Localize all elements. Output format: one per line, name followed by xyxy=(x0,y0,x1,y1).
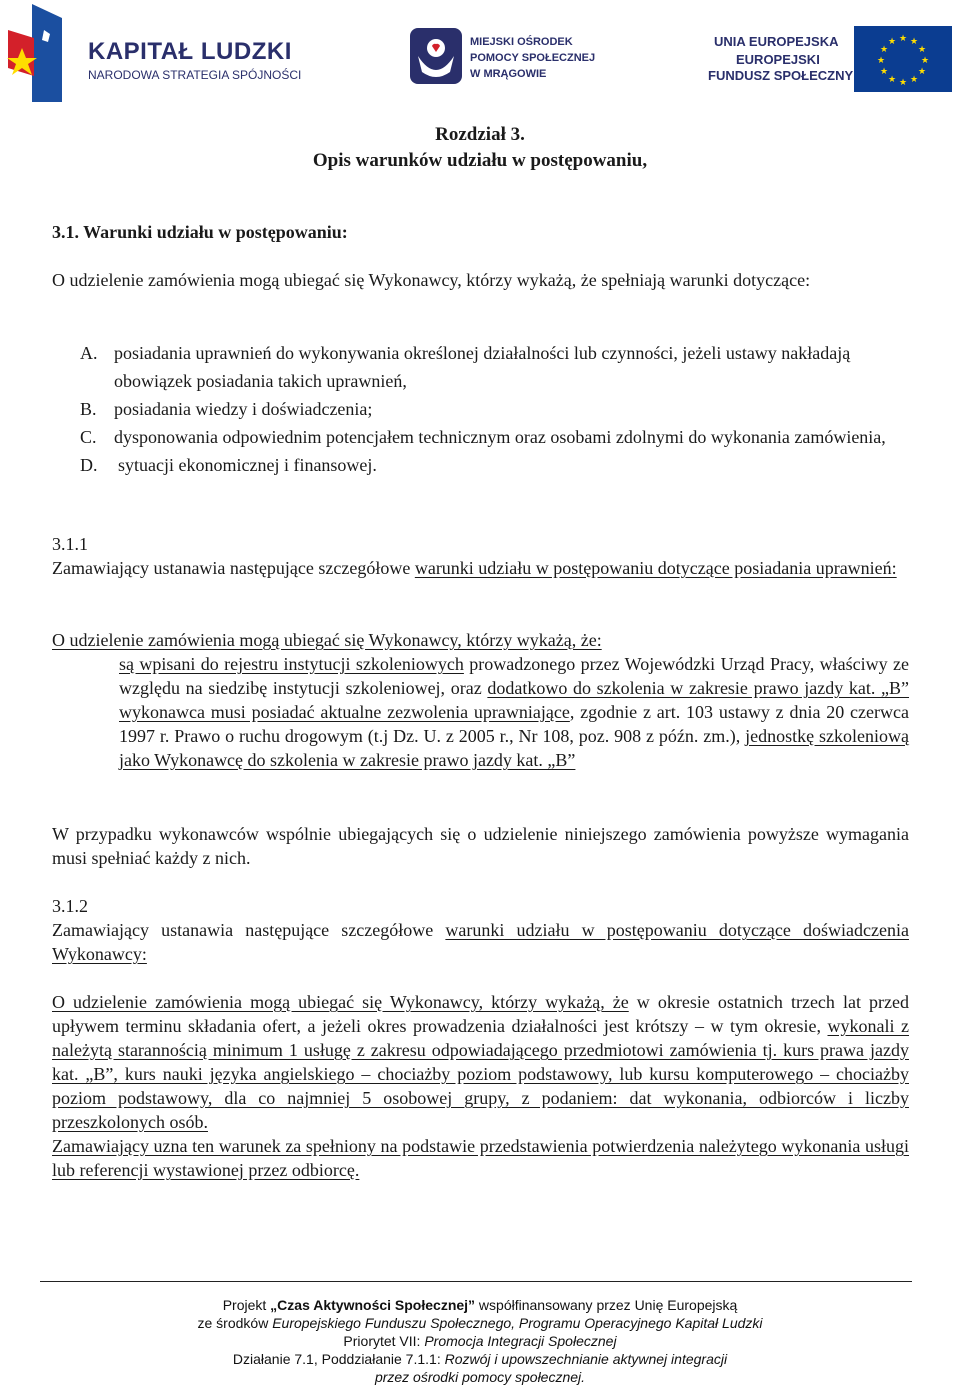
logo2-line1: MIEJSKI OŚRODEK xyxy=(470,36,573,48)
footer-line-2 xyxy=(0,1314,960,1332)
svg-text:★: ★ xyxy=(880,45,889,55)
lead-text: Zamawiający ustanawia następujące szczegółowe xyxy=(52,558,415,578)
footer-divider xyxy=(40,1281,912,1282)
chapter-title: Rozdział 3. xyxy=(435,124,525,145)
body-underlined-2: wykonali z należytą starannością minimum 1 usługę z zakresu odpowiadającego przedmiotowi zamówienia tj. kurs prawa jazdy kat. „B”, kurs nauki języka angielskiego – chociażby poziom podstawowy, lub kursu komputerowego – chociażby poziom podstawowy, dla co najmniej 5 osobowej grupy, z podaniem: dat wykonania, odbiorców i liczby przeszkolonych osób. xyxy=(52,1016,909,1132)
list-item-letter: C. xyxy=(80,427,97,447)
mops-logo xyxy=(408,26,596,90)
chapter-subtitle: Opis warunków udziału w postępowaniu, xyxy=(312,150,648,171)
svg-text:★: ★ xyxy=(899,78,908,88)
req-text-2: , zgodnie z art. 103 ustawy z dnia 20 czerwca 1997 r. Prawo o ruchu drogowym (t.j Dz. U. z 2005 r., Nr 108, poz. 908 z późn. zm.), xyxy=(119,702,909,746)
logo1-line1: KAPITAŁ LUDZKI xyxy=(88,38,292,65)
list-item-text: posiadania uprawnień do wykonywania określonej działalności lub czynności, jeżeli ustawy nakładają obowiązek posiadania takich uprawnień, xyxy=(114,343,851,391)
list-item-text: posiadania wiedzy i doświadczenia; xyxy=(114,399,373,419)
lead-text: Zamawiający ustanawia następujące szczegółowe xyxy=(52,920,446,940)
flag-star-icon xyxy=(4,4,66,102)
footer-italic: Rozwój i upowszechnianie aktywnej integracji xyxy=(444,1351,728,1367)
svg-text:★: ★ xyxy=(877,56,886,66)
logo2-line3: W MRĄGOWIE xyxy=(470,68,547,80)
footer-italic: Promocja Integracji Społecznej xyxy=(424,1333,617,1349)
section-3-1-1-requirements xyxy=(119,652,909,772)
logo1-line2: NARODOWA STRATEGIA SPÓJNOŚCI xyxy=(88,68,302,82)
lead-underlined: warunki udziału w postępowaniu dotyczące doświadczenia Wykonawcy: xyxy=(52,920,909,964)
logo3-line1: UNIA EUROPEJSKA xyxy=(714,34,839,49)
svg-text:★: ★ xyxy=(899,34,908,44)
req-underlined-2: dodatkowo do szkolenia w zakresie prawo jazdy kat. „B” wykonawca musi posiadać aktualne zezwolenia uprawniające xyxy=(119,678,910,722)
section-3-1-2-lead xyxy=(52,918,909,966)
footer-line-4 xyxy=(0,1350,960,1368)
logo2-line2: POMOCY SPOŁECZNEJ xyxy=(470,52,596,64)
section-3-1-intro: O udzielenie zamówienia mogą ubiegać się Wykonawcy, którzy wykażą, że spełniają warunki dotyczące: xyxy=(52,270,811,290)
list-item-letter: D. xyxy=(80,455,98,475)
footer-italic: przez ośrodki pomocy społecznej. xyxy=(374,1369,586,1385)
footer-line-5 xyxy=(0,1368,960,1386)
kapital-ludzki-logo xyxy=(4,4,304,104)
section-3-1-1-number: 3.1.1 xyxy=(52,534,88,554)
footer-text: Projekt xyxy=(222,1297,271,1313)
lead-underlined: warunki udziału w postępowaniu dotyczące posiadania uprawnień: xyxy=(414,558,897,578)
req-underlined-3: jednostkę szkoleniową jako Wykonawcę do szkolenia w zakresie prawo jazdy kat. „B” xyxy=(119,726,909,770)
footer-text: współfinansowany przez Unię Europejską xyxy=(475,1297,738,1313)
req-underlined-1: są wpisani do rejestru instytucji szkoleniowych xyxy=(119,654,464,674)
body-underlined-3: Zamawiający uzna ten warunek za spełniony na podstawie przedstawienia potwierdzenia należytego wykonania usługi lub referencji wystawionej przez odbiorcę. xyxy=(52,1136,909,1180)
footer-italic: Europejskiego Funduszu Społecznego, Programu Operacyjnego Kapitał Ludzki xyxy=(272,1315,763,1331)
list-item-letter: B. xyxy=(80,399,97,419)
list-item-text: sytuacji ekonomicznej i finansowej. xyxy=(118,455,377,475)
list-item xyxy=(80,451,910,479)
footer-text: Priorytet VII: xyxy=(343,1333,425,1349)
body-text-1: w okresie ostatnich trzech lat przed upływem terminu składania ofert, a jeżeli okres prowadzenia działalności jest krótszy – w tym okresie, xyxy=(52,992,910,1036)
footer-line-1 xyxy=(0,1296,960,1314)
conditions-list xyxy=(80,339,910,479)
body-underlined-1: O udzielenie zamówienia mogą ubiegać się Wykonawcy, którzy wykażą, że xyxy=(52,992,629,1012)
svg-text:★: ★ xyxy=(888,75,897,85)
ue-efs-logo xyxy=(706,22,956,94)
joint-bidders-note: W przypadku wykonawców wspólnie ubiegających się o udzielenie niniejszego zamówienia powyższe wymagania musi spełniać każdy z nich. xyxy=(52,824,909,868)
list-item-text: dysponowania odpowiednim potencjałem technicznym oraz osobami zdolnymi do wykonania zamówienia, xyxy=(114,427,886,447)
section-3-1-1-intro: O udzielenie zamówienia mogą ubiegać się Wykonawcy, którzy wykażą, że: xyxy=(52,630,602,650)
section-3-1-2-body xyxy=(52,990,909,1182)
eu-flag-icon xyxy=(854,26,952,92)
section-3-1-2-number: 3.1.2 xyxy=(52,896,88,916)
logo3-line3: FUNDUSZ SPOŁECZNY xyxy=(708,68,854,83)
svg-text:★: ★ xyxy=(918,67,927,77)
svg-text:★: ★ xyxy=(910,37,919,47)
footer-line-3 xyxy=(0,1332,960,1350)
project-name: „Czas Aktywności Społecznej” xyxy=(270,1297,476,1313)
section-3-1-1-lead xyxy=(52,556,909,580)
section-3-1-heading: 3.1. Warunki udziału w postępowaniu: xyxy=(52,222,348,242)
svg-text:★: ★ xyxy=(888,37,897,47)
req-text-1: prowadzonego przez Wojewódzki Urząd Pracy, właściwy ze względu na siedzibę instytucji szkoleniowej, oraz xyxy=(119,654,909,698)
svg-text:★: ★ xyxy=(880,67,889,77)
header-logos xyxy=(0,0,960,110)
svg-text:★: ★ xyxy=(921,56,930,66)
list-item xyxy=(80,423,910,451)
list-item xyxy=(80,339,910,395)
footer-text: ze środków xyxy=(197,1315,273,1331)
list-item-letter: A. xyxy=(80,343,98,363)
footer-text: Działanie 7.1, Poddziałanie 7.1.1: xyxy=(232,1351,445,1367)
svg-text:★: ★ xyxy=(918,45,927,55)
svg-text:★: ★ xyxy=(910,75,919,85)
logo3-line2: EUROPEJSKI xyxy=(736,52,820,67)
mops-hands-icon xyxy=(408,26,464,86)
list-item xyxy=(80,395,910,423)
